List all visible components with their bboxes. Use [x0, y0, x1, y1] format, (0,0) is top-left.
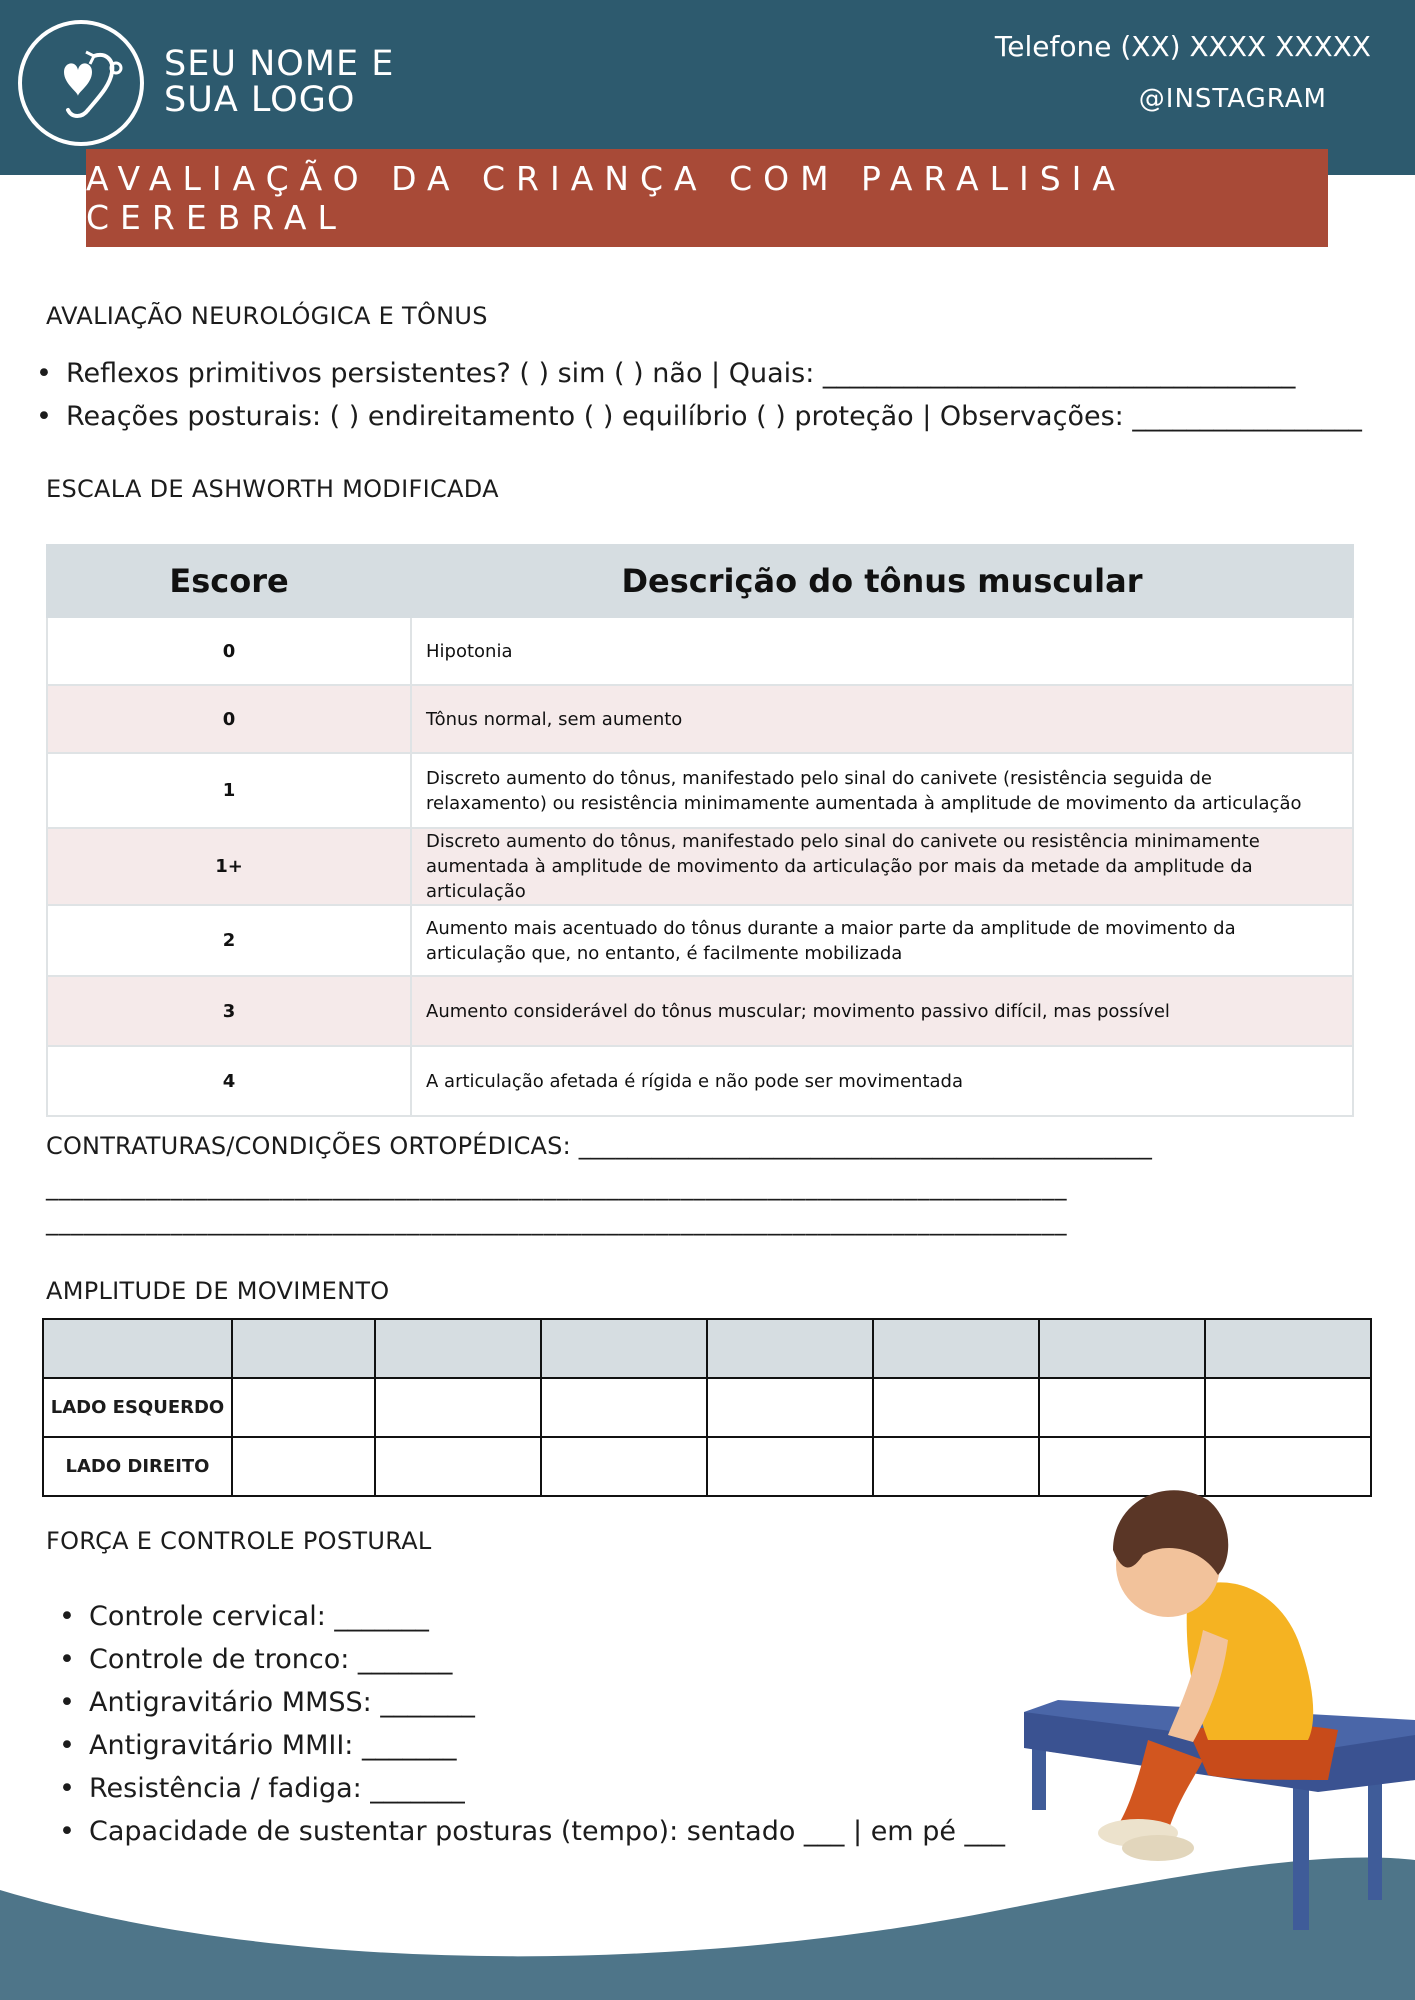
instagram-text: @INSTAGRAM — [1138, 84, 1327, 114]
blank-line: __________________________________________________________________________________ — [46, 1173, 1067, 1201]
list-item: • Controle cervical: _______ — [89, 1595, 1005, 1638]
list-item: • Reflexos primitivos persistentes? ( ) sim ( ) não | Quais: ___________________________________ — [66, 352, 1362, 395]
table-row — [47, 753, 1353, 828]
list-item: • Capacidade de sustentar posturas (tempo): sentado ___ | em pé ___ — [89, 1810, 1005, 1853]
score-cell: 4 — [47, 1046, 411, 1116]
score-cell: 1 — [47, 753, 411, 828]
amplitude-table — [42, 1318, 1372, 1497]
input-cell[interactable] — [1205, 1378, 1371, 1437]
score-cell: 1+ — [47, 828, 411, 905]
ashworth-table — [46, 544, 1354, 1117]
input-cell[interactable] — [873, 1378, 1039, 1437]
desc-cell: Tônus normal, sem aumento — [411, 685, 1353, 753]
col-score-header: Escore — [47, 545, 411, 617]
neuro-heading: AVALIAÇÃO NEUROLÓGICA E TÔNUS — [46, 302, 488, 330]
input-cell[interactable] — [232, 1437, 375, 1496]
stethoscope-heart-icon — [34, 38, 130, 134]
table-row — [47, 905, 1353, 976]
table-row — [47, 685, 1353, 753]
score-cell: 0 — [47, 617, 411, 685]
table-row — [47, 617, 1353, 685]
child-on-bench-illustration — [1018, 1480, 1415, 1940]
table-row — [47, 828, 1353, 905]
row-label-right: LADO DIREITO — [43, 1437, 232, 1496]
header-cell — [1205, 1319, 1371, 1378]
table-header-row — [47, 545, 1353, 617]
contracturas-line: CONTRATURAS/CONDIÇÕES ORTOPÉDICAS: _______________________________________________ — [46, 1132, 1153, 1160]
desc-cell: Aumento considerável do tônus muscular; movimento passivo difícil, mas possível — [411, 976, 1353, 1046]
table-row — [47, 1046, 1353, 1116]
table-row — [43, 1378, 1371, 1437]
score-cell: 2 — [47, 905, 411, 976]
header-cell — [541, 1319, 707, 1378]
logo-text — [164, 46, 394, 118]
list-item: • Antigravitário MMII: _______ — [89, 1724, 1005, 1767]
input-cell[interactable] — [375, 1437, 541, 1496]
score-cell: 3 — [47, 976, 411, 1046]
header-cell — [375, 1319, 541, 1378]
forca-list — [89, 1595, 1005, 1853]
desc-cell: Discreto aumento do tônus, manifestado pelo sinal do canivete (resistência seguida de relaxamento) ou resistência minimamente aumentada à amplitude de movimento da articulação — [411, 753, 1353, 828]
list-item: • Resistência / fadiga: _______ — [89, 1767, 1005, 1810]
list-item: • Antigravitário MMSS: _______ — [89, 1681, 1005, 1724]
row-label-left: LADO ESQUERDO — [43, 1378, 232, 1437]
desc-cell: Hipotonia — [411, 617, 1353, 685]
blank-line: __________________________________________________________________________________ — [46, 1208, 1067, 1236]
input-cell[interactable] — [873, 1437, 1039, 1496]
header-cell — [707, 1319, 873, 1378]
logo-line-1: SEU NOME E — [164, 44, 395, 84]
input-cell[interactable] — [375, 1378, 541, 1437]
input-cell[interactable] — [541, 1378, 707, 1437]
header-cell — [43, 1319, 232, 1378]
table-header-row — [43, 1319, 1371, 1378]
score-cell: 0 — [47, 685, 411, 753]
phone-text: Telefone (XX) XXXX XXXXX — [994, 30, 1371, 63]
ashworth-heading: ESCALA DE ASHWORTH MODIFICADA — [46, 475, 499, 503]
table-row — [47, 976, 1353, 1046]
desc-cell: Aumento mais acentuado do tônus durante a maior parte da amplitude de movimento da articulação que, no entanto, é facilmente mobilizada — [411, 905, 1353, 976]
input-cell[interactable] — [541, 1437, 707, 1496]
page-title: AVALIAÇÃO DA CRIANÇA COM PARALISIA CEREBRAL — [86, 149, 1328, 247]
neuro-list — [66, 352, 1362, 438]
input-cell[interactable] — [1039, 1378, 1205, 1437]
list-item: • Controle de tronco: _______ — [89, 1638, 1005, 1681]
logo — [18, 20, 144, 146]
input-cell[interactable] — [232, 1378, 375, 1437]
desc-cell: A articulação afetada é rígida e não pode ser movimentada — [411, 1046, 1353, 1116]
input-cell[interactable] — [707, 1437, 873, 1496]
forca-heading: FORÇA E CONTROLE POSTURAL — [46, 1527, 432, 1555]
list-item: • Reações posturais: ( ) endireitamento ( ) equilíbrio ( ) proteção | Observações: _________________ — [66, 395, 1362, 438]
input-cell[interactable] — [707, 1378, 873, 1437]
col-desc-header: Descrição do tônus muscular — [411, 545, 1353, 617]
logo-line-2: SUA LOGO — [164, 80, 356, 120]
desc-cell: Discreto aumento do tônus, manifestado pelo sinal do canivete ou resistência minimamente aumentada à amplitude de movimento da articulação por mais da metade da amplitude da articulação — [411, 828, 1353, 905]
amplitude-heading: AMPLITUDE DE MOVIMENTO — [46, 1277, 390, 1305]
header-cell — [232, 1319, 375, 1378]
header-cell — [1039, 1319, 1205, 1378]
header-cell — [873, 1319, 1039, 1378]
